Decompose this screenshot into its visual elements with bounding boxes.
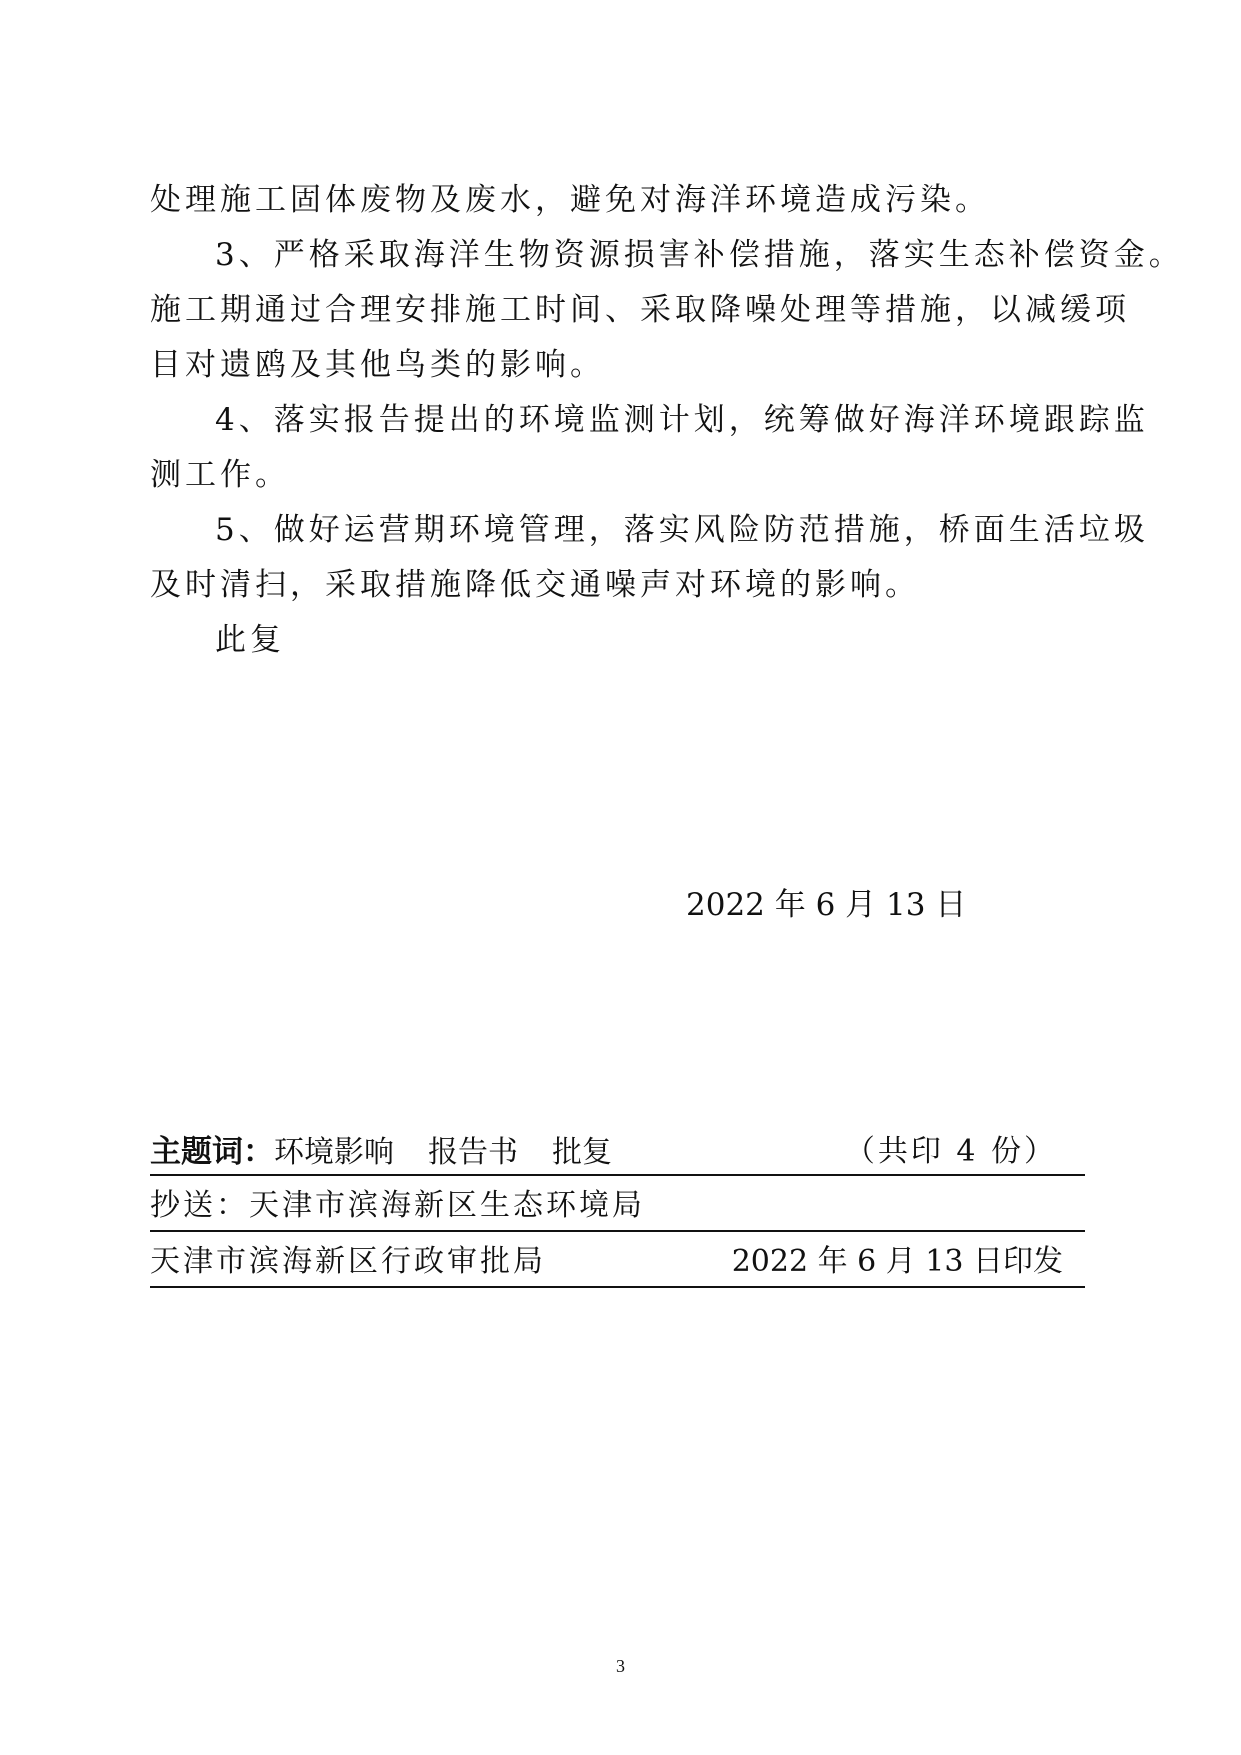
- cc-row: [150, 1186, 1085, 1236]
- body-line-3: 施工期通过合理安排施工时间、采取降噪处理等措施，以减缓项: [150, 292, 1130, 328]
- footer-divider-1: [150, 1174, 1085, 1176]
- body-line-2: 3、严格采取海洋生物资源损害补偿措施，落实生态补偿资金。: [215, 237, 1184, 273]
- body-line-1: 处理施工固体废物及废水，避免对海洋环境造成污染。: [150, 182, 990, 218]
- page-number: 3: [616, 1656, 625, 1676]
- footer-divider-3: [150, 1286, 1085, 1288]
- issue-date: 2022 年 6 月 13 日印发: [731, 1244, 1063, 1279]
- body-line-6: 测工作。: [150, 457, 290, 493]
- body-line-4: 目对遗鸥及其他鸟类的影响。: [150, 347, 605, 383]
- body-line-5: 4、落实报告提出的环境监测计划，统筹做好海洋环境跟踪监: [215, 402, 1149, 438]
- body-line-7: 5、做好运营期环境管理，落实风险防范措施，桥面生活垃圾: [215, 512, 1149, 548]
- body-line-8: 及时清扫，采取措施降低交通噪声对环境的影响。: [150, 567, 920, 603]
- footer-divider-2: [150, 1230, 1085, 1232]
- signature-date: 2022 年 6 月 13 日: [686, 887, 967, 923]
- keyword-3: 批复: [552, 1135, 612, 1170]
- copies-count: （共印 4 份）: [844, 1134, 1057, 1169]
- issuing-authority: 天津市滨海新区行政审批局: [150, 1244, 546, 1279]
- keyword-2: 报告书: [428, 1135, 518, 1170]
- issuer-row: [150, 1242, 1085, 1292]
- cc-recipient: 抄送：天津市滨海新区生态环境局: [150, 1188, 645, 1223]
- keyword-1: 环境影响: [274, 1135, 394, 1170]
- keywords-label: 主题词：: [150, 1134, 274, 1170]
- closing-remark: 此复: [215, 622, 285, 658]
